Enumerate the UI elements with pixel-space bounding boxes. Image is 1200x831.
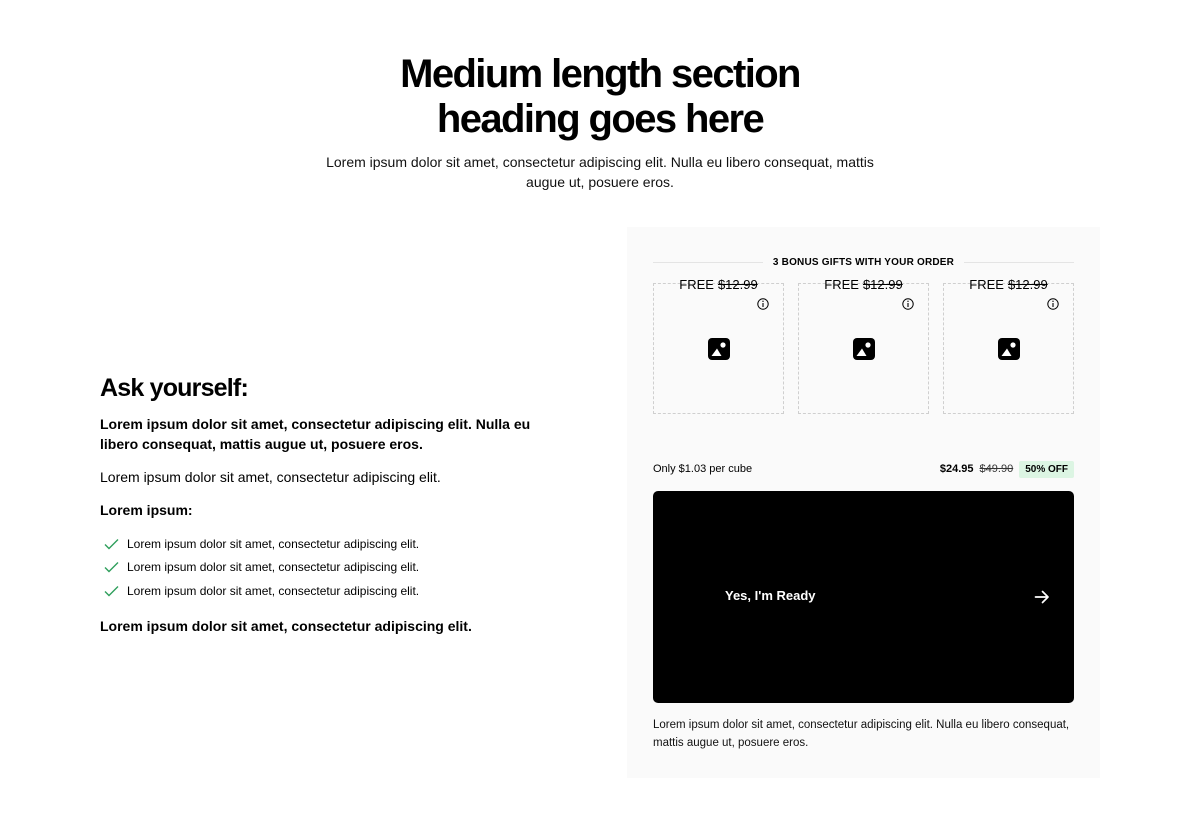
cta-button[interactable] [653, 491, 1074, 703]
gift-original-price: $12.99 [1007, 277, 1048, 292]
lead-text: Lorem ipsum dolor sit amet, consectetur adipiscing elit. Nulla eu libero consequat, mattis augue ut, posuere eros. [100, 416, 531, 452]
bonus-gifts-header [653, 257, 1074, 269]
image-placeholder-icon [852, 337, 876, 361]
ask-yourself-column [100, 372, 560, 636]
checklist-item-text: Lorem ipsum dolor sit amet, consectetur adipiscing elit. [127, 583, 420, 598]
body-text: Lorem ipsum dolor sit amet, consectetur adipiscing elit. [100, 469, 441, 485]
info-icon[interactable] [1047, 298, 1059, 310]
gift-free-label: FREE [824, 277, 859, 292]
gift-card [653, 277, 784, 424]
checklist-item-text: Lorem ipsum dolor sit amet, consectetur adipiscing elit. [127, 536, 420, 551]
checklist-item [100, 532, 560, 556]
arrow-right-icon [1034, 589, 1050, 605]
info-icon[interactable] [902, 298, 914, 310]
gift-image-box [653, 277, 784, 414]
offer-panel [627, 227, 1100, 778]
cta-label: Yes, I'm Ready [725, 588, 816, 603]
gift-image-box [798, 277, 929, 414]
image-placeholder-icon [997, 337, 1021, 361]
section-heading: Medium length section heading goes here [400, 52, 800, 141]
check-icon [104, 561, 119, 573]
gift-price [799, 278, 928, 292]
price-summary [940, 461, 1074, 478]
benefit-checklist [100, 532, 560, 603]
checklist-item-text: Lorem ipsum dolor sit amet, consectetur adipiscing elit. [127, 560, 420, 575]
gift-list [653, 277, 1074, 424]
closing-text: Lorem ipsum dolor sit amet, consectetur adipiscing elit. [100, 617, 472, 634]
ask-yourself-heading: Ask yourself: [100, 374, 248, 402]
gift-original-price: $12.99 [717, 277, 758, 292]
section-subtitle: Lorem ipsum dolor sit amet, consectetur adipiscing elit. Nulla eu libero consequat, mattis augue ut, posuere eros. [326, 154, 874, 190]
offer-footnote: Lorem ipsum dolor sit amet, consectetur adipiscing elit. Nulla eu libero consequat, mattis augue ut, posuere eros. [653, 719, 1070, 749]
check-icon [104, 538, 119, 550]
check-icon [104, 585, 119, 597]
gift-card [798, 277, 929, 424]
original-price: $49.90 [979, 463, 1014, 475]
gift-free-label: FREE [969, 277, 1004, 292]
current-price: $24.95 [939, 463, 974, 475]
discount-badge: 50% OFF [1019, 461, 1074, 478]
gift-price [654, 278, 783, 292]
per-unit-price: Only $1.03 per cube [653, 463, 753, 475]
image-placeholder-icon [707, 337, 731, 361]
checklist-item [100, 556, 560, 580]
gift-price [944, 278, 1073, 292]
gift-original-price: $12.99 [862, 277, 903, 292]
price-row [653, 460, 1074, 478]
checklist-item [100, 579, 560, 603]
gift-card [943, 277, 1074, 424]
bonus-gifts-label: 3 BONUS GIFTS WITH YOUR ORDER [763, 257, 964, 269]
list-subheading: Lorem ipsum: [100, 502, 193, 518]
section-header [0, 52, 1200, 192]
info-icon[interactable] [757, 298, 769, 310]
gift-image-box [943, 277, 1074, 414]
gift-free-label: FREE [679, 277, 714, 292]
